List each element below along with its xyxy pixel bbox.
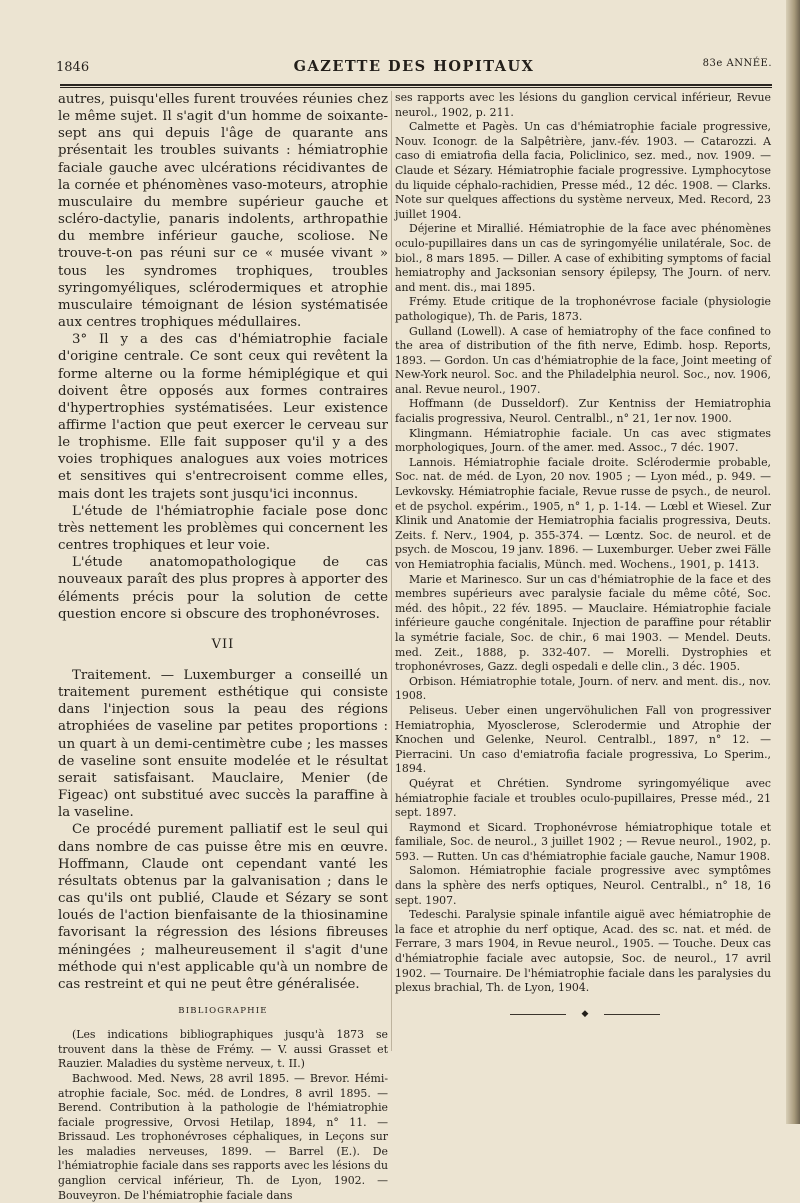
bibliography-heading: BIBLIOGRAPHIE — [178, 1005, 268, 1016]
bibliography-entry: Frémy. Etude critique de la trophonévrose faciale (physiologie pathologique), Th. de Paris, 1873. — [395, 295, 771, 323]
bibliography-entry: Tedeschi. Paralysie spinale infantile aiguë avec hémiatrophie de la face et atrophie du nerf optique, Acad. des sc. nat. et méd. de Ferrare, 3 mars 1904, in Revue neurol., 1905. — Touche. Deux cas d'hémiatrophie faciale avec autopsie, Soc. de neurol., 17 avril 1902. — Tournaire. De l'hémiatrophie faciale dans les paralysies du plexus brachial, Th. de Lyon, 1904. — [395, 908, 771, 995]
running-header — [56, 58, 772, 80]
year-label: 83e ANNÉE. — [702, 58, 772, 69]
bibliography-entry: Déjerine et Mirallié. Hémiatrophie de la face avec phénomènes oculo-pupillaires dans un cas de syringomyélie unilatérale, Soc. de biol., 8 mars 1895. — Diller. A case of exhibiting symptoms of facial hemiatrophy and Jacksonian sensory épilepsy, The Journ. of nerv. and ment. dis., mai 1895. — [395, 222, 771, 294]
bibliography-entry: Quéyrat et Chrétien. Syndrome syringomyélique avec hémiatrophie faciale et troubles oculo-pupillaires, Presse méd., 21 sept. 1897. — [395, 776, 771, 820]
paragraph: Traitement. — Luxemburger a conseillé un traitement purement esthétique qui consiste dans l'injection sous la peau des régions atrophiées de vaseline par petites proportions : un quart à un demi-centimètre cube ; les masses de vaseline sont ensuite modelée et le résultat serait satisfaisant. Mauclaire, Menier (de Figeac) ont substitué avec succès la paraffine à la vaseline. — [58, 668, 388, 821]
paragraph: Ce procédé purement palliatif est le seul qui dans nombre de cas puisse être mis en œuvre. Hoffmann, Claude ont cependant vanté les résultats obtenus par la galvanisation ; dans le cas qu'ils ont publié, Claude et Sézary se sont loués de l'action bienfaisante de la thiosinamine favorisant la régression des lésions fibreuses méningées ; malheureusement il s'agit d'une méthode qui n'est applicable qu'à un nombre de cas restreint et qui ne peut être généralisée. — [58, 822, 388, 992]
bibliography-entry: Gulland (Lowell). A case of hemiatrophy of the face confined to the area of distribution of the fith nerve, Edimb. hosp. Reports, 1893. — Gordon. Un cas d'hémiatrophie de la face, Joint meeting of New-York neurol. Soc. and the Philadelphia neurol. Soc., nov. 1906, anal. Revue neurol., 1907. — [395, 324, 771, 396]
bibliography-entry: Salomon. Hémiatrophie faciale progressive avec symptômes dans la sphère des nerfs optiques, Neurol. Centralbl., n° 18, 16 sept. 1907. — [395, 864, 771, 907]
bibliography-entry: Lannois. Hémiatrophie faciale droite. Sclérodermie probable, Soc. nat. de méd. de Lyon, 20 nov. 1905 ; — Lyon méd., p. 949. — Levkovsky. Hémiatrophie faciale, Revue russe de psych., de neurol. et de psychol. expérim., 1905, n° 1, p. 1-14. — Lœbl et Wiesel. Zur Klinik und Anatomie der Hemiatrophia facialis progressiva, Deuts. Zeits. f. Nerv., 1904, p. 355-374. — Lœntz. Soc. de neurol. et de psych. de Moscou, 19 janv. 1896. — Luxemburger. Ueber zwei Fälle von Hemiatrophia facialis, Münch. med. Wochens., 1901, p. 1413. — [395, 455, 771, 571]
bibliography-entry: Hoffmann (de Dusseldorf). Zur Kentniss der Hemiatrophia facialis progressiva, Neurol. Centralbl., n° 21, 1er nov. 1900. — [395, 397, 771, 426]
header-rule — [60, 84, 772, 88]
right-column — [395, 91, 771, 996]
bibliography-entry: Peliseus. Ueber einen ungervöhulichen Fall von progressiver Hemiatrophia, Myosclerose, Sclerodermie und Atrophie der Knochen und Gelenke, Neurol. Centralbl., 1897, n° 12. — Pierracini. Un caso d'emiatrofia faciale progressiva, Lo Sperim., 1894. — [395, 703, 771, 776]
section-heading: VII — [211, 636, 235, 652]
bibliography-entry: (Les indications bibliographiques jusqu'à 1873 se trouvent dans la thèse de Frémy. — V. aussi Grasset et Rauzier. Maladies du système nerveux, t. II.) — [58, 1028, 388, 1071]
paragraph: autres, puisqu'elles furent trouvées réunies chez le même sujet. Il s'agit d'un homme de soixante-sept ans qui depuis l'âge de quarante ans présentait les troubles suivants : hémiatrophie faciale gauche avec ulcérations récidivantes de la cornée et phénomènes vaso-moteurs, atrophie musculaire du membre supérieur gauche et scléro-dactylie, panaris indolents, arthropathie du membre inférieur gauche, scoliose. Ne trouve-t-on pas réuni sur ce « musée vivant » tous les syndromes trophiques, troubles syringomyéliques, sclérodermiques et atrophie musculaire témoignant de lésion systématisée aux centres trophiques médullaires. — [58, 92, 388, 331]
column-divider — [391, 91, 392, 1051]
paragraph: L'étude de l'hémiatrophie faciale pose donc très nettement les problèmes qui concernent les centres trophiques et leur voie. — [58, 503, 388, 554]
page-number: 1846 — [56, 60, 90, 75]
paragraph: L'étude anatomopathologique de cas nouveaux paraît des plus propres à apporter des éléments précis pour la solution de cette question encore si obscure des trophonévroses. — [58, 555, 388, 622]
paragraph: 3° Il y a des cas d'hémiatrophie faciale d'origine centrale. Ce sont ceux qui revêtent la forme alterne ou la forme hémiplégique et qui doivent être opposés aux formes contraires d'hypertrophies systématisées. Leur existence affirme l'action que peut exercer le cerveau sur le trophisme. Elle fait supposer qu'il y a des voies trophiques analogues aux voies motrices et sensitives qui s'entrecroisent comme elles, mais dont les trajets sont jusqu'ici inconnus. — [58, 332, 388, 502]
page-edge — [786, 0, 800, 1124]
end-ornament: ◆ — [566, 1009, 604, 1019]
bibliography-entry: Marie et Marinesco. Sur un cas d'hémiatrophie de la face et des membres supérieurs avec paralysie faciale du même côté, Soc. méd. des hôpit., 22 fév. 1895. — Mauclaire. Hémiatrophie faciale inférieure gauche congénitale. Injection de paraffine pour rétablir la symétrie faciale, Soc. de chir., 6 mai 1903. — Mendel. Deuts. med. Zeit., 1888, p. 332-407. — Morelli. Dystrophies et trophonévroses, Gazz. degli ospedali e delle clin., 3 déc. 1905. — [395, 572, 771, 674]
bibliography-entry: ses rapports avec les lésions du ganglion cervical inférieur, Revue neurol., 1902, p. 211. — [395, 91, 771, 119]
left-column — [58, 91, 388, 1203]
journal-title: GAZETTE DES HOPITAUX — [293, 58, 535, 75]
bibliography-entry: Klingmann. Hémiatrophie faciale. Un cas avec stigmates morphologiques, Journ. of the amer. med. Assoc., 7 déc. 1907. — [395, 426, 771, 455]
bibliography-entry: Orbison. Hémiatrophie totale, Journ. of nerv. and ment. dis., nov. 1908. — [395, 674, 771, 703]
bibliography-entry: Raymond et Sicard. Trophonévrose hémiatrophique totale et familiale, Soc. de neurol., 3 juillet 1902 ; — Revue neurol., 1902, p. 593. — Rutten. Un cas d'hémiatrophie faciale gauche, Namur 1908. — [395, 820, 771, 863]
bibliography-entry: Calmette et Pagès. Un cas d'hémiatrophie faciale progressive, Nouv. Iconogr. de la Salpêtrière, janv.-fév. 1903. — Catarozzi. A caso di emiatrofia della facia, Policlinico, sez. med., nov. 1909. — Claude et Sézary. Hémiatrophie faciale progressive. Lymphocytose du liquide céphalo-rachidien, Presse méd., 12 déc. 1908. — Clarks. Note sur quelques affections du système nerveux, Med. Record, 23 juillet 1904. — [395, 120, 771, 221]
bibliography-entry: Bachwood. Med. News, 28 avril 1895. — Brevor. Hémi-atrophie faciale, Soc. méd. de Londres, 8 avril 1895. — Berend. Contribution à la pathologie de l'hémiatrophie faciale progressive, Orvosi Hetilap, 1894, n° 11. — Brissaud. Les trophonévroses céphaliques, in Leçons sur les maladies nerveuses, 1899. — Barrel (E.). De l'hémiatrophie faciale dans ses rapports avec les lésions du ganglion cervical inférieur, Th. de Lyon, 1902. — Bouveyron. De l'hémiatrophie faciale dans — [58, 1071, 388, 1202]
